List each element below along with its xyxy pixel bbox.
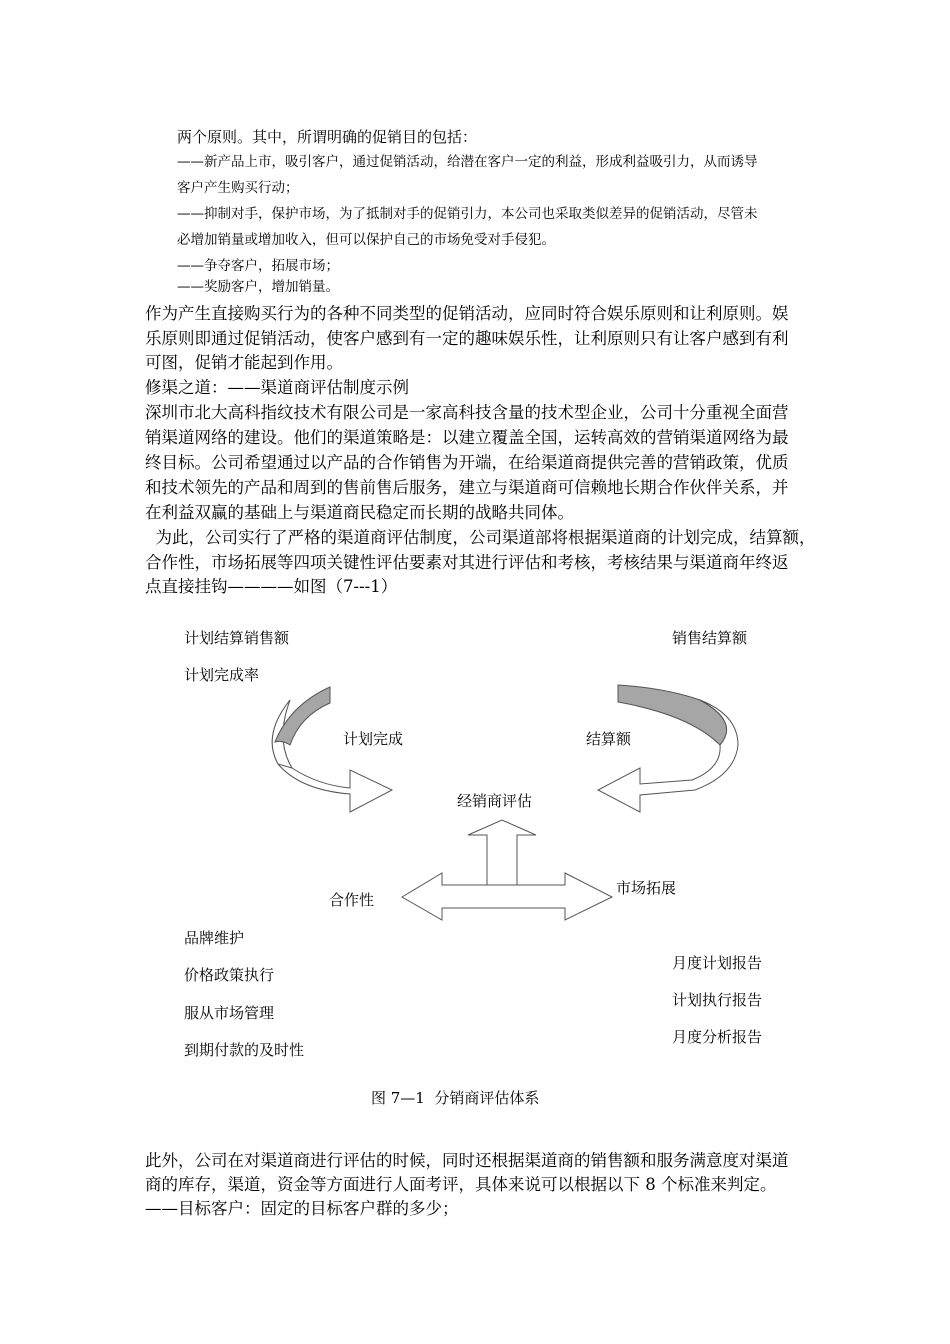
paragraph-line: 作为产生直接购买行为的各种不同类型的促销活动，应同时符合娱乐原则和让利原则。娱 [145, 304, 789, 323]
paragraph-line: 和技术领先的产品和周到的售前售后服务，建立与渠道商可信赖地长期合作伙伴关系，并 [145, 478, 789, 497]
intro-bullet: ——新产品上市，吸引客户，通过促销活动，给潜在客户一定的利益，形成利益吸引力，从而诱导 [177, 154, 758, 170]
market-item: 月度计划报告 [672, 954, 763, 972]
cooperation-label: 合作性 [329, 891, 375, 909]
paragraph-line: 此外，公司在对渠道商进行评估的时候，同时还根据渠道商的销售额和服务满意度对渠道 [145, 1151, 789, 1170]
cooperation-item: 价格政策执行 [184, 966, 275, 984]
settlement-amount-label: 结算额 [586, 730, 632, 748]
paragraph-line: 在利益双赢的基础上与渠道商民稳定而长期的战略共同体。 [145, 503, 574, 522]
cooperation-item: 到期付款的及时性 [184, 1041, 305, 1059]
intro-bullet: 必增加销量或增加收入，但可以保护自己的市场免受对手侵犯。 [177, 232, 555, 248]
intro-bullet: ——奖励客户，增加销量。 [177, 279, 339, 295]
dealer-evaluation-label: 经销商评估 [457, 792, 533, 810]
market-item: 月度分析报告 [672, 1028, 763, 1046]
cooperation-item: 品牌维护 [184, 929, 245, 947]
paragraph-line: 乐原则即通过促销活动，使客户感到有一定的趣味娱乐性，让利原则只有让客户感到有利 [145, 329, 789, 348]
left-curved-arrow [272, 687, 392, 812]
intro-lead: 两个原则。其中，所谓明确的促销目的包括： [177, 128, 478, 146]
paragraph-line: 商的库存，渠道，资金等方面进行人面考评，具体来说可以根据以下 8 个标准来判定。 [145, 1175, 777, 1194]
plan-completion-label: 计划完成 [343, 730, 404, 748]
plan-completion-rate-label: 计划完成率 [184, 666, 260, 684]
market-item: 计划执行报告 [672, 991, 763, 1009]
paragraph-line: ——目标客户：固定的目标客户群的多少； [145, 1199, 459, 1218]
market-expansion-label: 市场拓展 [616, 879, 677, 897]
paragraph-line: 销渠道网络的建设。他们的渠道策略是：以建立覆盖全国，运转高效的营销渠道网络为最 [145, 428, 789, 447]
paragraph-line: 深圳市北大高科指纹技术有限公司是一家高科技含量的技术型企业，公司十分重视全面营 [145, 403, 789, 422]
paragraph-line: 为此，公司实行了严格的渠道商评估制度，公司渠道部将根据渠道商的计划完成，结算额， [145, 528, 816, 547]
intro-bullet: ——争夺客户，拓展市场； [177, 258, 339, 274]
paragraph-line: 可图，促销才能起到作用。 [145, 353, 343, 372]
section-heading: 修渠之道：——渠道商评估制度示例 [145, 378, 409, 397]
cooperation-item: 服从市场管理 [184, 1004, 275, 1022]
paragraph-line: 终目标。公司希望通过以产品的合作销售为开端，在给渠道商提供完善的营销政策，优质 [145, 453, 789, 472]
intro-bullet: 客户产生购买行动； [177, 180, 299, 196]
paragraph-line: 点直接挂钩————如图（7---1） [145, 577, 398, 596]
sales-settlement-label: 销售结算额 [672, 629, 748, 647]
figure-caption: 图 7—1 分销商评估体系 [371, 1089, 540, 1107]
up-arrow [468, 820, 536, 885]
paragraph-line: 合作性，市场拓展等四项关键性评估要素对其进行评估和考核，考核结果与渠道商年终返 [145, 553, 789, 572]
plan-settlement-sales-label: 计划结算销售额 [184, 629, 290, 647]
intro-bullet: ——抑制对手，保护市场，为了抵制对手的促销引力，本公司也采取类似差异的促销活动，尽管未 [177, 206, 758, 222]
